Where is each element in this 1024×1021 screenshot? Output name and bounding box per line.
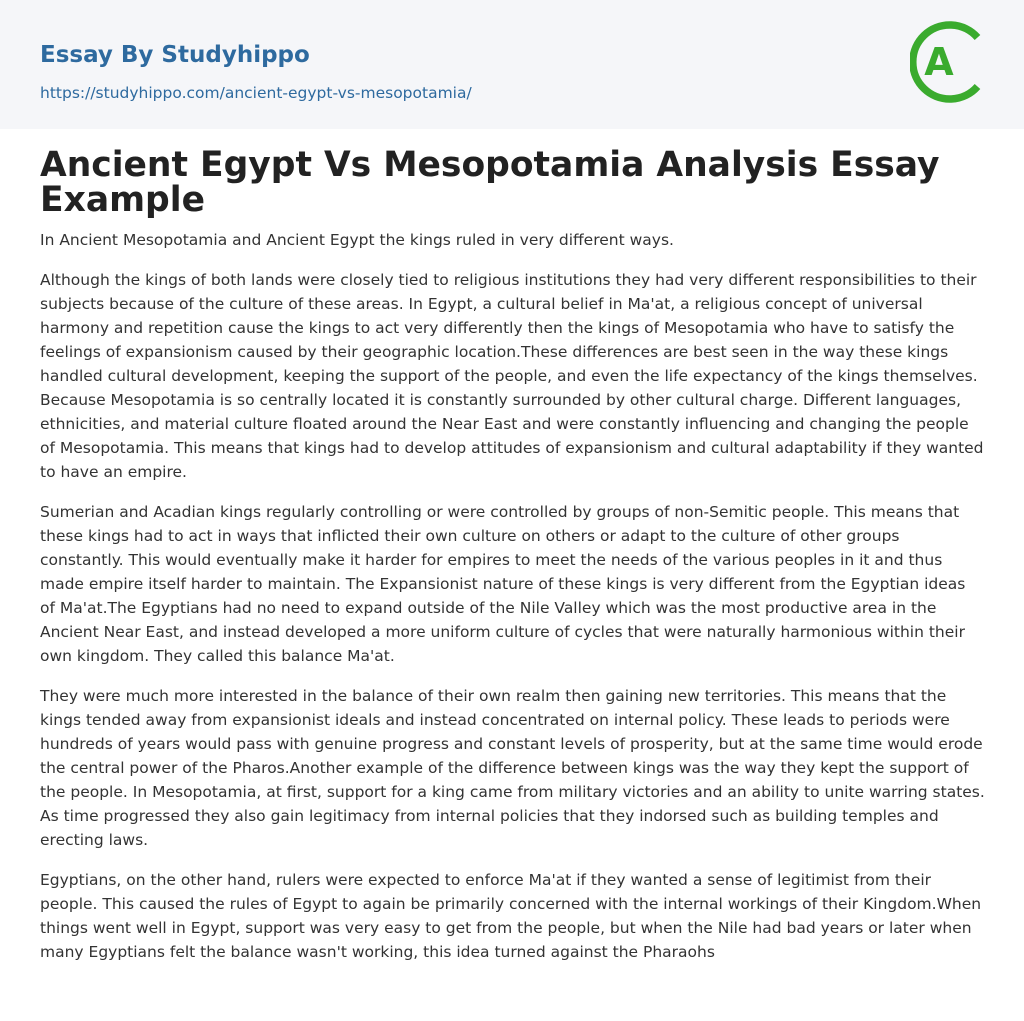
- paragraph: Egyptians, on the other hand, rulers were expected to enforce Ma'at if they wanted a sense of legitimist from their people. This caused the rules of Egypt to again be primarily concerned with the internal workings of their Kingdom.When things went well in Egypt, support was very easy to get from the people, but when the Nile had bad years or later when many Egyptians felt the balance wasn't working, this idea turned against the Pharaohs: [40, 871, 982, 961]
- site-brand[interactable]: Essay By Studyhippo: [40, 42, 310, 68]
- logo-letter: A: [924, 40, 954, 84]
- paragraph: They were much more interested in the balance of their own realm then gaining new territories. This means that the kings tended away from expansionist ideals and instead concentrated on internal policy. These leads to periods were hundreds of years would pass with genuine progress and constant levels of prosperity, but at the same time would erode the central power of the Pharos.Another example of the difference between kings was the way they kept the support of the people. In Mesopotamia, at first, support for a king came from military victories and an ability to unite warring states. As time progressed they also gain legitimacy from internal policies that they indorsed such as building temples and erecting laws.: [40, 687, 985, 849]
- paragraph: Although the kings of both lands were closely tied to religious institutions they had very different responsibilities to their subjects because of the culture of these areas. In Egypt, a cultural belief in Ma'at, a religious concept of universal harmony and repetition cause the kings to act very differently then the kings of Mesopotamia who have to satisfy the feelings of expansionism caused by their geographic location.These differences are best seen in the way these kings handled cultural development, keeping the support of the people, and even the life expectancy of the kings themselves. Because Mesopotamia is so centrally located it is constantly surrounded by other cultural charge. Different languages, ethnicities, and material culture floated around the Near East and were constantly influencing and changing the people of Mesopotamia. This means that kings had to develop attitudes of expansionism and cultural adaptability if they wanted to have an empire.: [40, 271, 984, 481]
- article-url-link[interactable]: https://studyhippo.com/ancient-egypt-vs-mesopotamia/: [40, 84, 472, 102]
- paragraph: Sumerian and Acadian kings regularly controlling or were controlled by groups of non-Semitic people. This means that these kings had to act in ways that inflicted their own culture on others or adapt to the culture of other groups constantly. This would eventually make it harder for empires to meet the needs of the various peoples in it and thus made empire itself harder to maintain. The Expansionist nature of these kings is very different from the Egyptian ideas of Ma'at.The Egyptians had no need to expand outside of the Nile Valley which was the most productive area in the Ancient Near East, and instead developed a more uniform culture of cycles that were naturally harmonious within their own kingdom. They called this balance Ma'at.: [40, 503, 966, 665]
- studyhippo-logo-icon[interactable]: [910, 18, 988, 106]
- page-title: Ancient Egypt Vs Mesopotamia Analysis Essay Example: [40, 145, 940, 220]
- paragraph: In Ancient Mesopotamia and Ancient Egypt the kings ruled in very different ways.: [40, 231, 674, 249]
- article-body: [40, 228, 985, 980]
- site-header: [0, 0, 1024, 129]
